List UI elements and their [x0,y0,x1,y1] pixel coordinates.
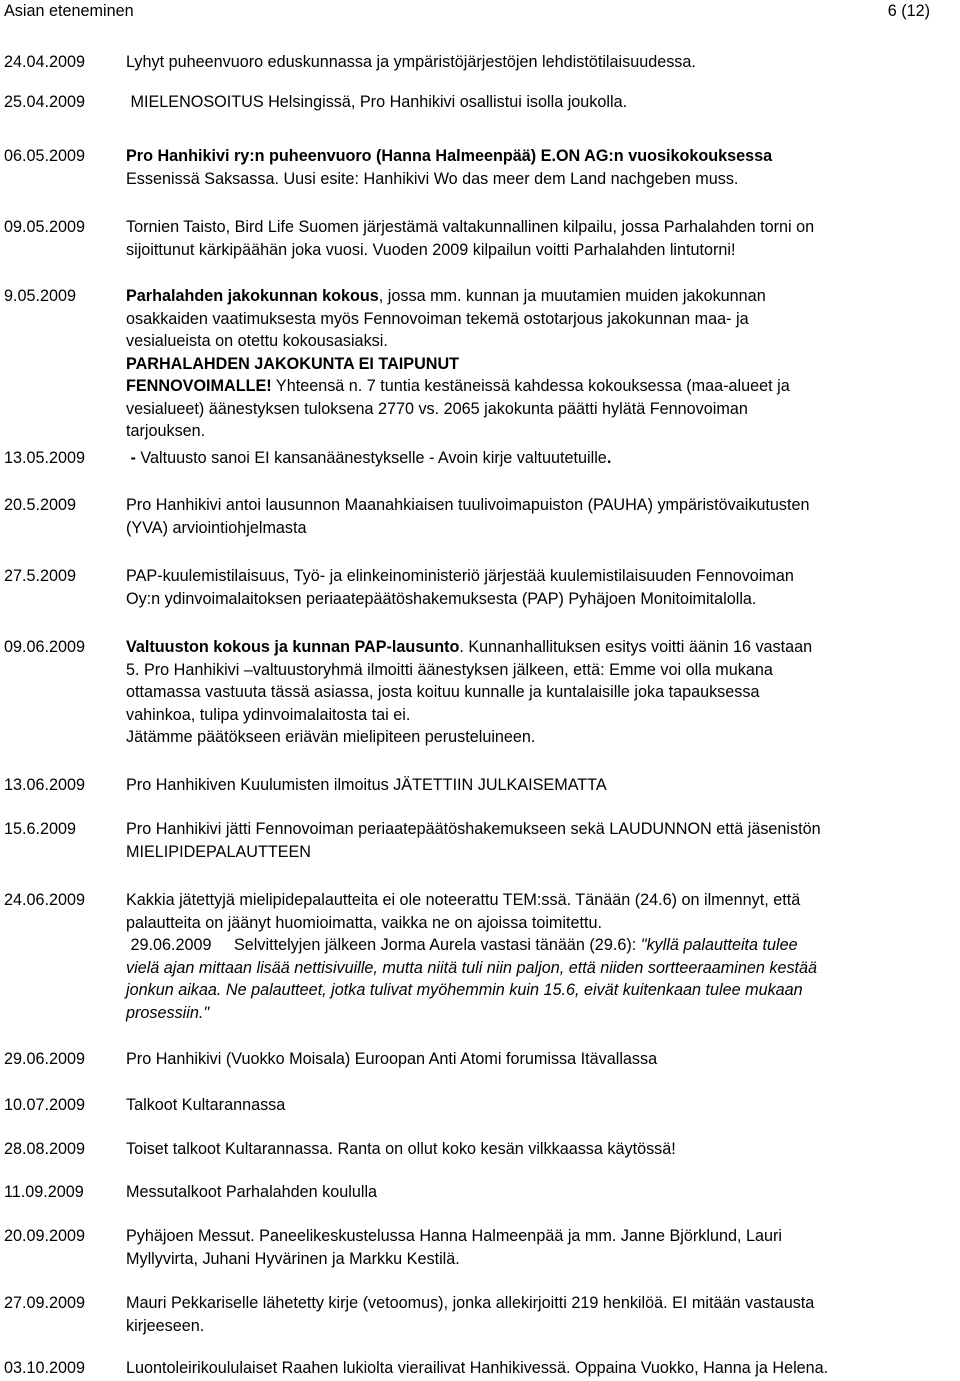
entry-text: MIELIPIDEPALAUTTEEN [126,842,312,861]
entry-date: 28.08.2009 [4,1140,86,1158]
timeline-entry [4,565,952,610]
timeline-entry [4,818,952,863]
entry-date: 13.05.2009 [4,449,86,467]
timeline-entry [4,285,952,443]
timeline-entry [4,774,952,797]
timeline-entry [4,1225,952,1270]
entry-text: Jätämme päätökseen eriävän mielipiteen perusteluineen. [126,728,536,746]
entry-text: Talkoot Kultarannassa [126,1096,286,1114]
entry-date: 15.6.2009 [4,820,77,838]
quote-text: prosessiin." [126,1003,210,1022]
entry-text: vesialueet) äänestyksen tuloksena 2770 vs. 2065 jakokunta päätti hylätä Fennovoiman [126,399,748,418]
entry-text: PAP-kuulemistilaisuus, Työ- ja elinkeinoministeriö järjestää kuulemistilaisuuden Fennovoiman [126,567,794,585]
entry-text: Toiset talkoot Kultarannassa. Ranta on ollut koko kesän vilkkaassa käytössä! [126,1140,676,1158]
timeline-entry [4,1357,952,1380]
entry-heading: Pro Hanhikivi ry:n puheenvuoro (Hanna Halmeenpää) E.ON AG:n vuosikokouksessa [126,147,773,165]
timeline-entry [4,1094,952,1117]
entry-text: Pro Hanhikivi (Vuokko Moisala) Euroopan Anti Atomi forumissa Itävallassa [126,1050,658,1068]
entry-dash: - [126,449,141,467]
entry-text: Essenissä Saksassa. Uusi esite: Hanhikivi Wo das meer dem Land nachgeben muss. [126,169,739,188]
entry-text: Pro Hanhikivi antoi lausunnon Maanahkiaisen tuulivoimapuiston (PAUHA) ympäristövaikutusten [126,496,810,514]
entry-date: 10.07.2009 [4,1096,86,1114]
entry-date: 20.5.2009 [4,496,77,514]
entry-period: . [606,449,612,467]
entry-date: 25.04.2009 [4,93,86,111]
entry-text: Oy:n ydinvoimalaitoksen periaatepäätöshakemuksesta (PAP) Pyhäjoen Monitoimitalolla. [126,589,757,608]
entry-date: 09.05.2009 [4,218,86,236]
entry-date: 20.09.2009 [4,1227,86,1245]
entry-text: sijoittunut kärkipäähän joka vuosi. Vuoden 2009 kilpailun voitti Parhalahden lintutorni! [126,240,736,259]
entry-date: 03.10.2009 [4,1359,86,1377]
entry-text: Mauri Pekkariselle lähetetty kirje (vetoomus), jonka allekirjoitti 219 henkilöä. EI mitään vastausta [126,1294,815,1312]
timeline-entry [4,447,952,470]
timeline-entry [4,1292,952,1337]
entry-date: 24.04.2009 [4,53,86,71]
entry-text: Luontoleirikoululaiset Raahen lukiolta vierailivat Hanhikivessä. Oppaina Vuokko, Hanna ja Helena. [126,1359,829,1377]
entry-date: 13.06.2009 [4,776,86,794]
timeline-entry [4,1048,952,1071]
entry-date: 24.06.2009 [4,891,86,909]
entry-text: palautteita on jäänyt huomioimatta, vaikka ne on ajoissa toimitettu. [126,913,603,932]
entry-emphasis: FENNOVOIMALLE! [126,377,272,395]
entry-text: Valtuusto sanoi EI kansanäänestykselle - Avoin kirje valtuutetuille [140,449,607,467]
entry-text: (YVA) arviointiohjelmasta [126,518,307,537]
entry-text: MIELENOSOITUS Helsingissä, Pro Hanhikivi osallistui isolla joukolla. [126,93,628,111]
entry-text: Lyhyt puheenvuoro eduskunnassa ja ympäristöjärjestöjen lehdistötilaisuudessa. [126,53,696,71]
quote-text: "kyllä palautteita tulee [640,936,798,954]
timeline-entry [4,889,952,1024]
entry-text: vahinkoa, tulipa ydinvoimalaitosta tai ei. [126,705,411,724]
page-number: 6 (12) [887,2,930,20]
entry-text: osakkaiden vaatimuksesta myös Fennovoiman tekemä ostotarjous jakokunnan maa- ja [126,309,749,328]
entry-text: kirjeeseen. [126,1316,205,1335]
entry-date: 27.5.2009 [4,567,77,585]
entry-heading: Valtuuston kokous ja kunnan PAP-lausunto [126,638,460,656]
entry-date: 29.06.2009 [4,1050,86,1068]
quote-text: vielä ajan mittaan lisää nettisivuille, mutta niitä tuli niin paljon, että niiden sortteeraaminen kestää [126,958,818,977]
entry-text: 29.06.2009 Selvittelyjen jälkeen Jorma Aurela vastasi tänään (29.6): [126,936,641,954]
entry-text: ottamassa vastuuta tässä asiassa, josta koituu kunnalle ja kuntalaisille joka tapauksessa [126,683,760,701]
entry-date: 06.05.2009 [4,147,86,165]
entry-date: 9.05.2009 [4,287,77,305]
entry-date: 09.06.2009 [4,638,86,656]
entry-text: Myllyvirta, Juhani Hyvärinen ja Markku Kestilä. [126,1249,460,1268]
entry-text: Kakkia jätettyjä mielipidepalautteita ei ole noteerattu TEM:ssä. Tänään (24.6) on ilmennyt, että [126,891,801,909]
entry-heading: Parhalahden jakokunnan kokous [126,287,379,305]
document-title: Asian eteneminen [4,2,134,20]
timeline-entry [4,636,952,749]
quote-text: jonkun aikaa. Ne palautteet, jotka tulivat myöhemmin kuin 15.6, eivät kuitenkaan tulee mukaan [126,981,803,999]
entry-date: 11.09.2009 [4,1183,84,1201]
timeline-entry [4,494,952,539]
entry-text: Pyhäjoen Messut. Paneelikeskustelussa Hanna Halmeenpää ja mm. Janne Björklund, Lauri [126,1227,782,1245]
timeline-entry [4,216,952,261]
entry-text: Pro Hanhikivi jätti Fennovoiman periaatepäätöshakemukseen sekä LAUDUNNON että jäsenistön [126,820,821,838]
entry-text: . Kunnanhallituksen esitys voitti äänin 16 vastaan [459,638,813,656]
entry-text: Pro Hanhikiven Kuulumisten ilmoitus JÄTETTIIN JULKAISEMATTA [126,776,607,794]
entry-text: Tornien Taisto, Bird Life Suomen järjestämä valtakunnallinen kilpailu, jossa Parhalahden torni on [126,218,815,236]
entry-text: Yhteensä n. 7 tuntia kestäneissä kahdessa kokouksessa (maa-alueet ja [271,377,790,395]
timeline-entry [4,1181,952,1204]
entry-date: 27.09.2009 [4,1294,86,1312]
entry-text: , jossa mm. kunnan ja muutamien muiden jakokunnan [378,287,766,305]
entry-text: Messutalkoot Parhalahden koululla [126,1183,378,1201]
entry-text: vesialueista on otettu kokousasiaksi. [126,332,388,350]
timeline-entry [4,51,952,74]
timeline-entry [4,1138,952,1161]
entry-emphasis: PARHALAHDEN JAKOKUNTA EI TAIPUNUT [126,354,460,373]
timeline-entry [4,145,952,190]
timeline-entry [4,91,952,114]
page-header [4,0,930,24]
entry-text: tarjouksen. [126,422,206,440]
entry-text: 5. Pro Hanhikivi –valtuustoryhmä ilmoitti äänestyksen jälkeen, että: Emme voi olla mukana [126,660,773,679]
